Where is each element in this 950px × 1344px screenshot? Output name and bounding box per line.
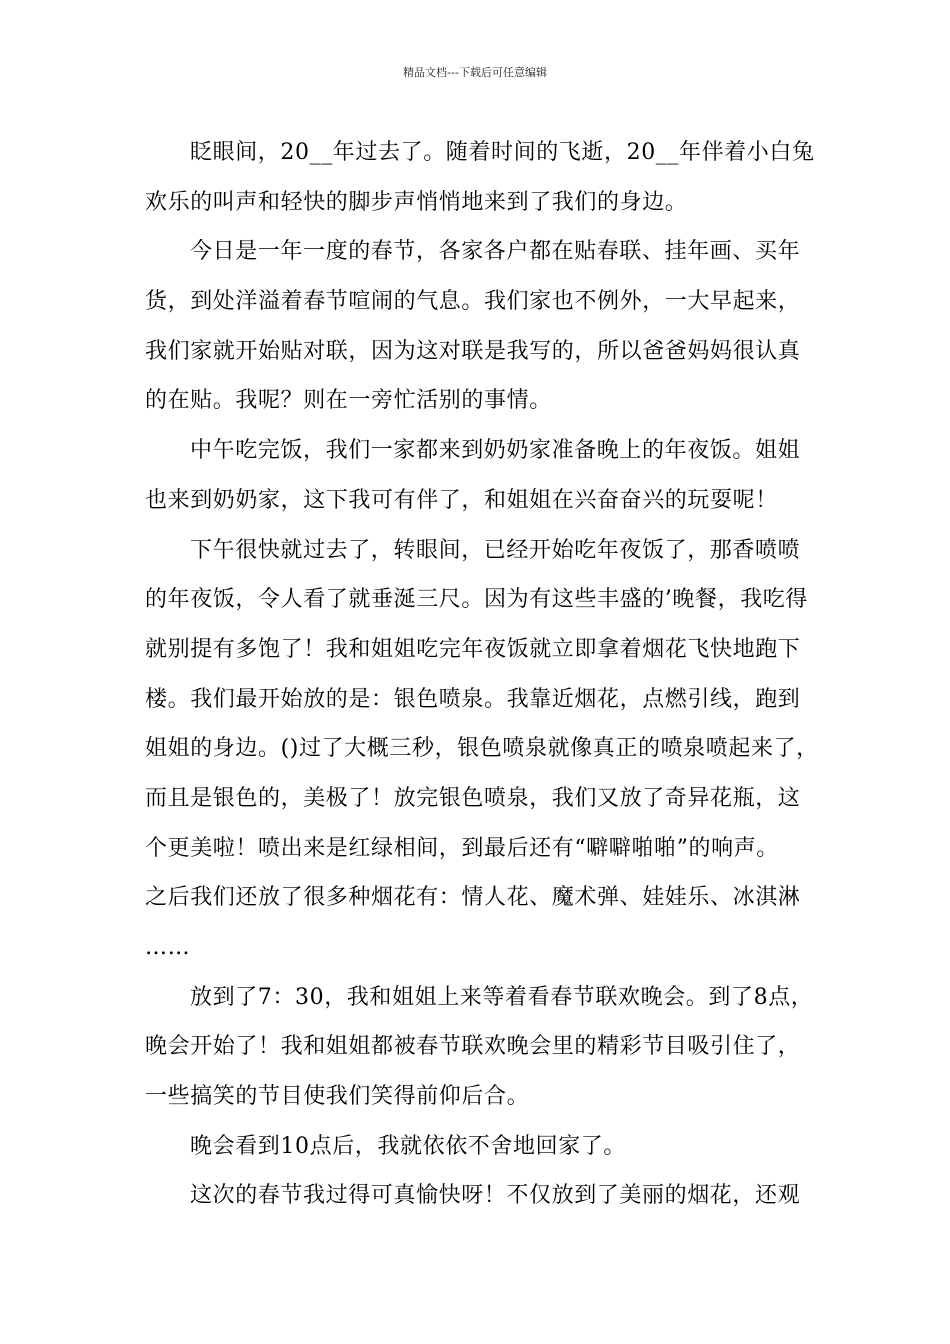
text-line: 也来到奶奶家，这下我可有伴了，和姐姐在兴奋奋兴的玩耍呢！ [145, 487, 778, 513]
text-line: 姐姐的身边。()过了大概三秒，银色喷泉就像真正的喷泉喷起来了， [145, 736, 819, 762]
text-line: 的年夜饭，令人看了就垂涎三尺。因为有这些丰盛的’晚餐，我吃得 [145, 587, 808, 613]
text-line: 这次的春节我过得可真愉快呀！不仅放到了美丽的烟花，还观 [190, 1183, 801, 1209]
page-header: 精品文档---下载后可任意编辑 [403, 66, 547, 79]
text-line: 我们家就开始贴对联，因为这对联是我写的，所以爸爸妈妈很认真 [145, 338, 801, 364]
text-line: 之后我们还放了很多种烟花有：情人花、魔术弹、娃娃乐、冰淇淋 [145, 885, 801, 911]
text-line: 货，到处洋溢着春节喧闹的气息。我们家也不例外，一大早起来， [145, 289, 801, 315]
text-line: …… [145, 935, 191, 960]
text-line: 晚会看到10点后，我就依依不舍地回家了。 [190, 1133, 626, 1159]
document-body [145, 133, 819, 1226]
text-line: 中午吃完饭，我们一家都来到奶奶家准备晚上的年夜饭。姐姐 [190, 438, 801, 464]
text-line: 的在贴。我呢？则在一旁忙活别的事情。 [145, 388, 552, 414]
text-line: 就别提有多饱了！我和姐姐吃完年夜饭就立即拿着烟花飞快地跑下 [145, 636, 801, 662]
text-line: 个更美啦！喷出来是红绿相间，到最后还有“噼噼啪啪”的响声。 [145, 835, 779, 861]
text-line: 楼。我们最开始放的是：银色喷泉。我靠近烟花，点燃引线，跑到 [145, 686, 801, 712]
text-line: 晚会开始了！我和姐姐都被春节联欢晚会里的精彩节目吸引住了， [145, 1034, 801, 1060]
text-line: 而且是银色的，美极了！放完银色喷泉，我们又放了奇异花瓶，这 [145, 785, 801, 811]
text-line: 眨眼间，20__年过去了。随着时间的飞逝，20__年伴着小白兔 [190, 140, 815, 165]
text-line: 欢乐的叫声和轻快的脚步声悄悄地来到了我们的身边。 [145, 189, 688, 215]
text-line: 放到了7：30，我和姐姐上来等着看春节联欢晚会。到了8点， [190, 984, 814, 1010]
text-line: 下午很快就过去了，转眼间，已经开始吃年夜饭了，那香喷喷 [190, 537, 801, 563]
text-line: 今日是一年一度的春节，各家各户都在贴春联、挂年画、买年 [190, 239, 801, 265]
text-line: 一些搞笑的节目使我们笑得前仰后合。 [145, 1084, 530, 1110]
